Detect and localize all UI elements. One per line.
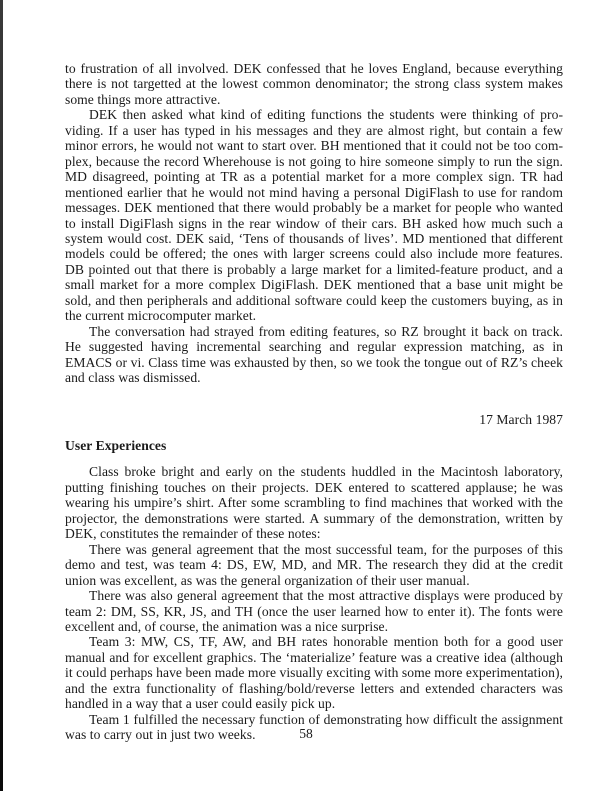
- entry-date: 17 March 1987: [479, 411, 563, 427]
- paragraph: DEK then asked what kind of editing functions the students were thinking of providing. If a user has typed in his messages and they are almost right, but contain a few minor errors, he would not want to start over. BH mentioned that it could not be too complex, because the record Wherehouse is not going to hire someone simply to run the sign. MD disagreed, pointing at TR as a potential market for a more complex sign. TR had mentioned earlier that he would not mind having a personal DigiFlash to use for random messages. DEK mentioned that there would probably be a market for people who wanted to install DigiFlash signs in the rear window of their cars. BH asked how much such a system would cost. DEK said, ‘Tens of thousands of lives’. MD mentioned that different models could be offered; the ones with larger screens could also include more features. DB pointed out that there is probably a large market for a limited-feature product, and a small market for a more complex DigiFlash. DEK mentioned that a base unit might be sold, and then peripherals and additional software could keep the customers buying, as in the current microcomputer market.: [65, 107, 563, 324]
- paragraph: Class broke bright and early on the students huddled in the Macintosh laboratory, putting finishing touches on their projects. DEK entered to scattered applause; he was wearing his umpire’s shirt. After some scrambling to find machines that worked with the projector, the demonstrations were started. A summary of the demonstration, written by DEK, constitutes the remainder of these notes:: [65, 464, 563, 542]
- paragraph: Team 3: MW, CS, TF, AW, and BH rates honorable mention both for a good user manual and for excellent graphics. The ‘materialize’ feature was a creative idea (although it could perhaps have been made more visually exciting with some more experimentation), and the extra functionality of flashing/bold/reverse letters and extended characters was handled in a way that a user could easily pick up.: [65, 634, 563, 712]
- paragraph: The conversation had strayed from editing features, so RZ brought it back on track. He suggested having incremental searching and regular expression matching, as in EMACS or vi. Class time was exhausted by then, so we took the tongue out of RZ’s cheek and class was dismissed.: [65, 323, 563, 386]
- paragraph: There was general agreement that the most successful team, for the purposes of this demo and test, was team 4: DS, EW, MD, and MR. The research they did at the credit union was excellent, as was the general organization of their user manual.: [65, 541, 563, 588]
- paragraph: Team 1 fulfilled the necessary function of demonstrating how difficult the assignment was to carry out in just two weeks.: [65, 711, 563, 743]
- scan-edge: [0, 0, 3, 791]
- section-continued: [65, 61, 563, 386]
- section-user-experiences: [65, 438, 563, 743]
- document-page: [65, 61, 563, 743]
- paragraph: to frustration of all involved. DEK confessed that he loves England, because everything there is not targetted at the lowest common denominator; the strong class system makes some things more attractive.: [65, 61, 563, 107]
- paragraph: There was also general agreement that the most attractive displays were produced by team 2: DM, SS, KR, JS, and TH (once the user learned how to enter it). The fonts were excellent and, of course, the animation was a nice surprise.: [65, 588, 563, 634]
- section-heading: User Experiences: [65, 437, 167, 453]
- page-number: 58: [299, 726, 313, 741]
